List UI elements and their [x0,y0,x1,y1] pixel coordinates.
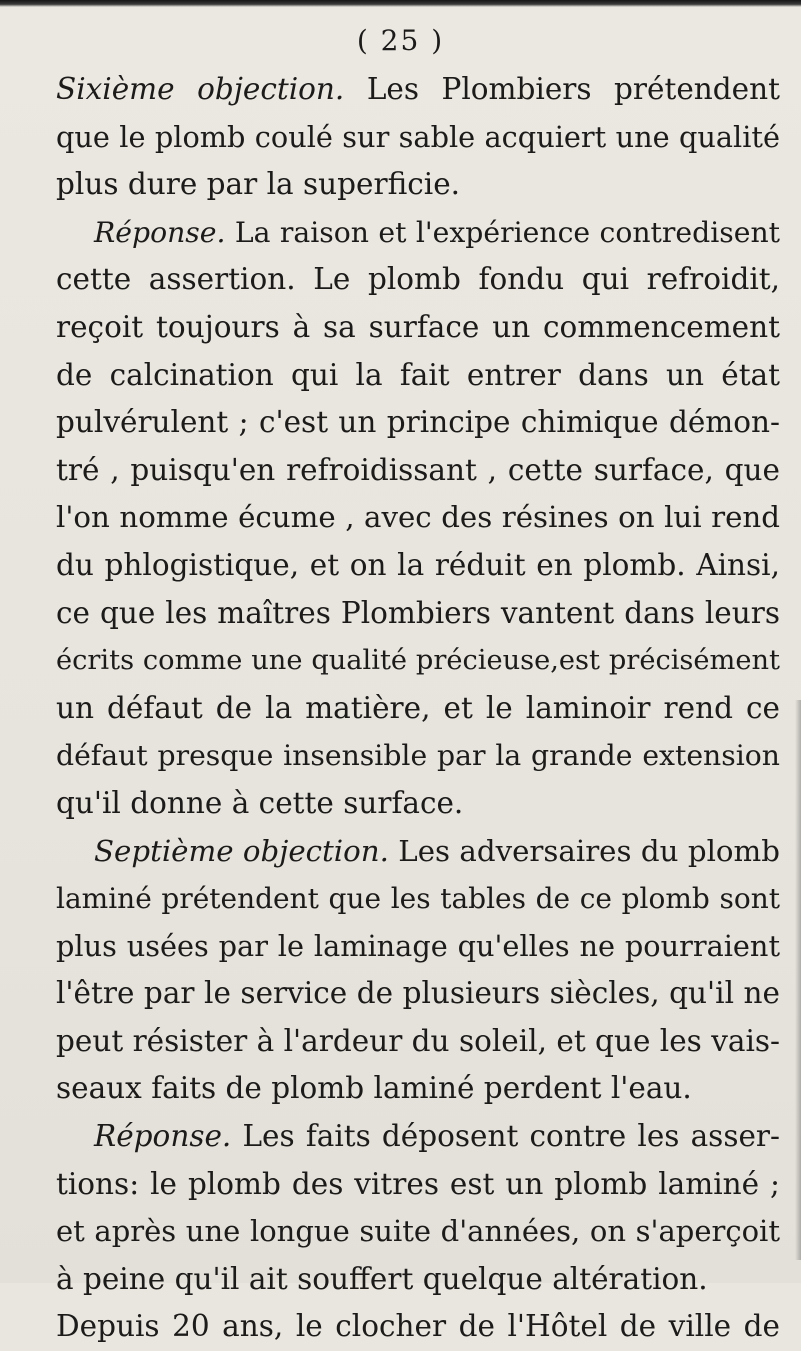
text-line [56,828,780,876]
text-line: écrits comme une qualité précieuse,est précisément [56,645,780,677]
text-line [56,1113,780,1161]
text-line: tions: le plomb des vitres est un plomb laminé ; [56,1166,780,1201]
text-line: laminé prétendent que les tables de ce plomb sont [56,882,780,916]
text-line: de calcination qui la fait entrer dans un état [56,357,780,392]
objection-heading: Septième objection. [94,833,389,868]
objection-heading: Sixième objection. [56,72,345,106]
text-line: l'être par le service de plusieurs siècles, qu'il ne [56,976,780,1011]
text-line: plus usées par le laminage qu'elles ne pourraient [56,928,780,963]
text-line: ce que les maîtres Plombiers vantent dans leurs [56,595,780,630]
text-line: cette assertion. Le plomb fondu qui refroidit, [56,262,780,297]
line-text: Les Plombiers prétendent [344,72,780,106]
text-line [56,66,780,114]
line-text: La raison et l'expérience contredisent [225,215,780,249]
body-text [56,66,780,1351]
text-line [56,209,780,257]
text-line: Depuis 20 ans, le clocher de l'Hôtel de ville de [56,1309,780,1344]
text-line: seaux faits de plomb laminé perdent l'eau. [56,1071,692,1106]
page-top-shadow [0,0,801,7]
line-text: Les adversaires du plomb [388,833,780,868]
text-line: l'on nomme écume , avec des résines on lui rend [56,500,780,535]
text-line: peut résister à l'ardeur du soleil, et que les vais- [56,1023,780,1058]
text-line: tré , puisqu'en refroidissant , cette surface, que [56,452,780,487]
text-line: reçoit toujours à sa surface un commencement [56,309,780,344]
text-line: qu'il donne à cette surface. [56,785,464,820]
text-line: à peine qu'il ait souffert quelque altération. [56,1261,708,1296]
response-heading: Réponse. [94,215,226,249]
text-line: du phlogistique, et on la réduit en plomb. Ainsi, [56,547,780,582]
page-number: ( 25 ) [356,24,445,57]
text-line: défaut presque insensible par la grande extension [56,739,780,773]
page-right-shadow [795,700,801,1260]
line-text: Les faits déposent contre les asser- [231,1119,780,1154]
text-line: un défaut de la matière, et le laminoir rend ce [56,690,780,725]
response-heading: Réponse. [94,1119,232,1154]
text-line: pulvérulent ; c'est un principe chimique démon- [56,405,780,440]
text-line: que le plomb coulé sur sable acquiert une qualité [56,119,780,154]
text-line: et après une longue suite d'années, on s'aperçoit [56,1214,780,1249]
text-line: plus dure par la superficie. [56,167,461,202]
